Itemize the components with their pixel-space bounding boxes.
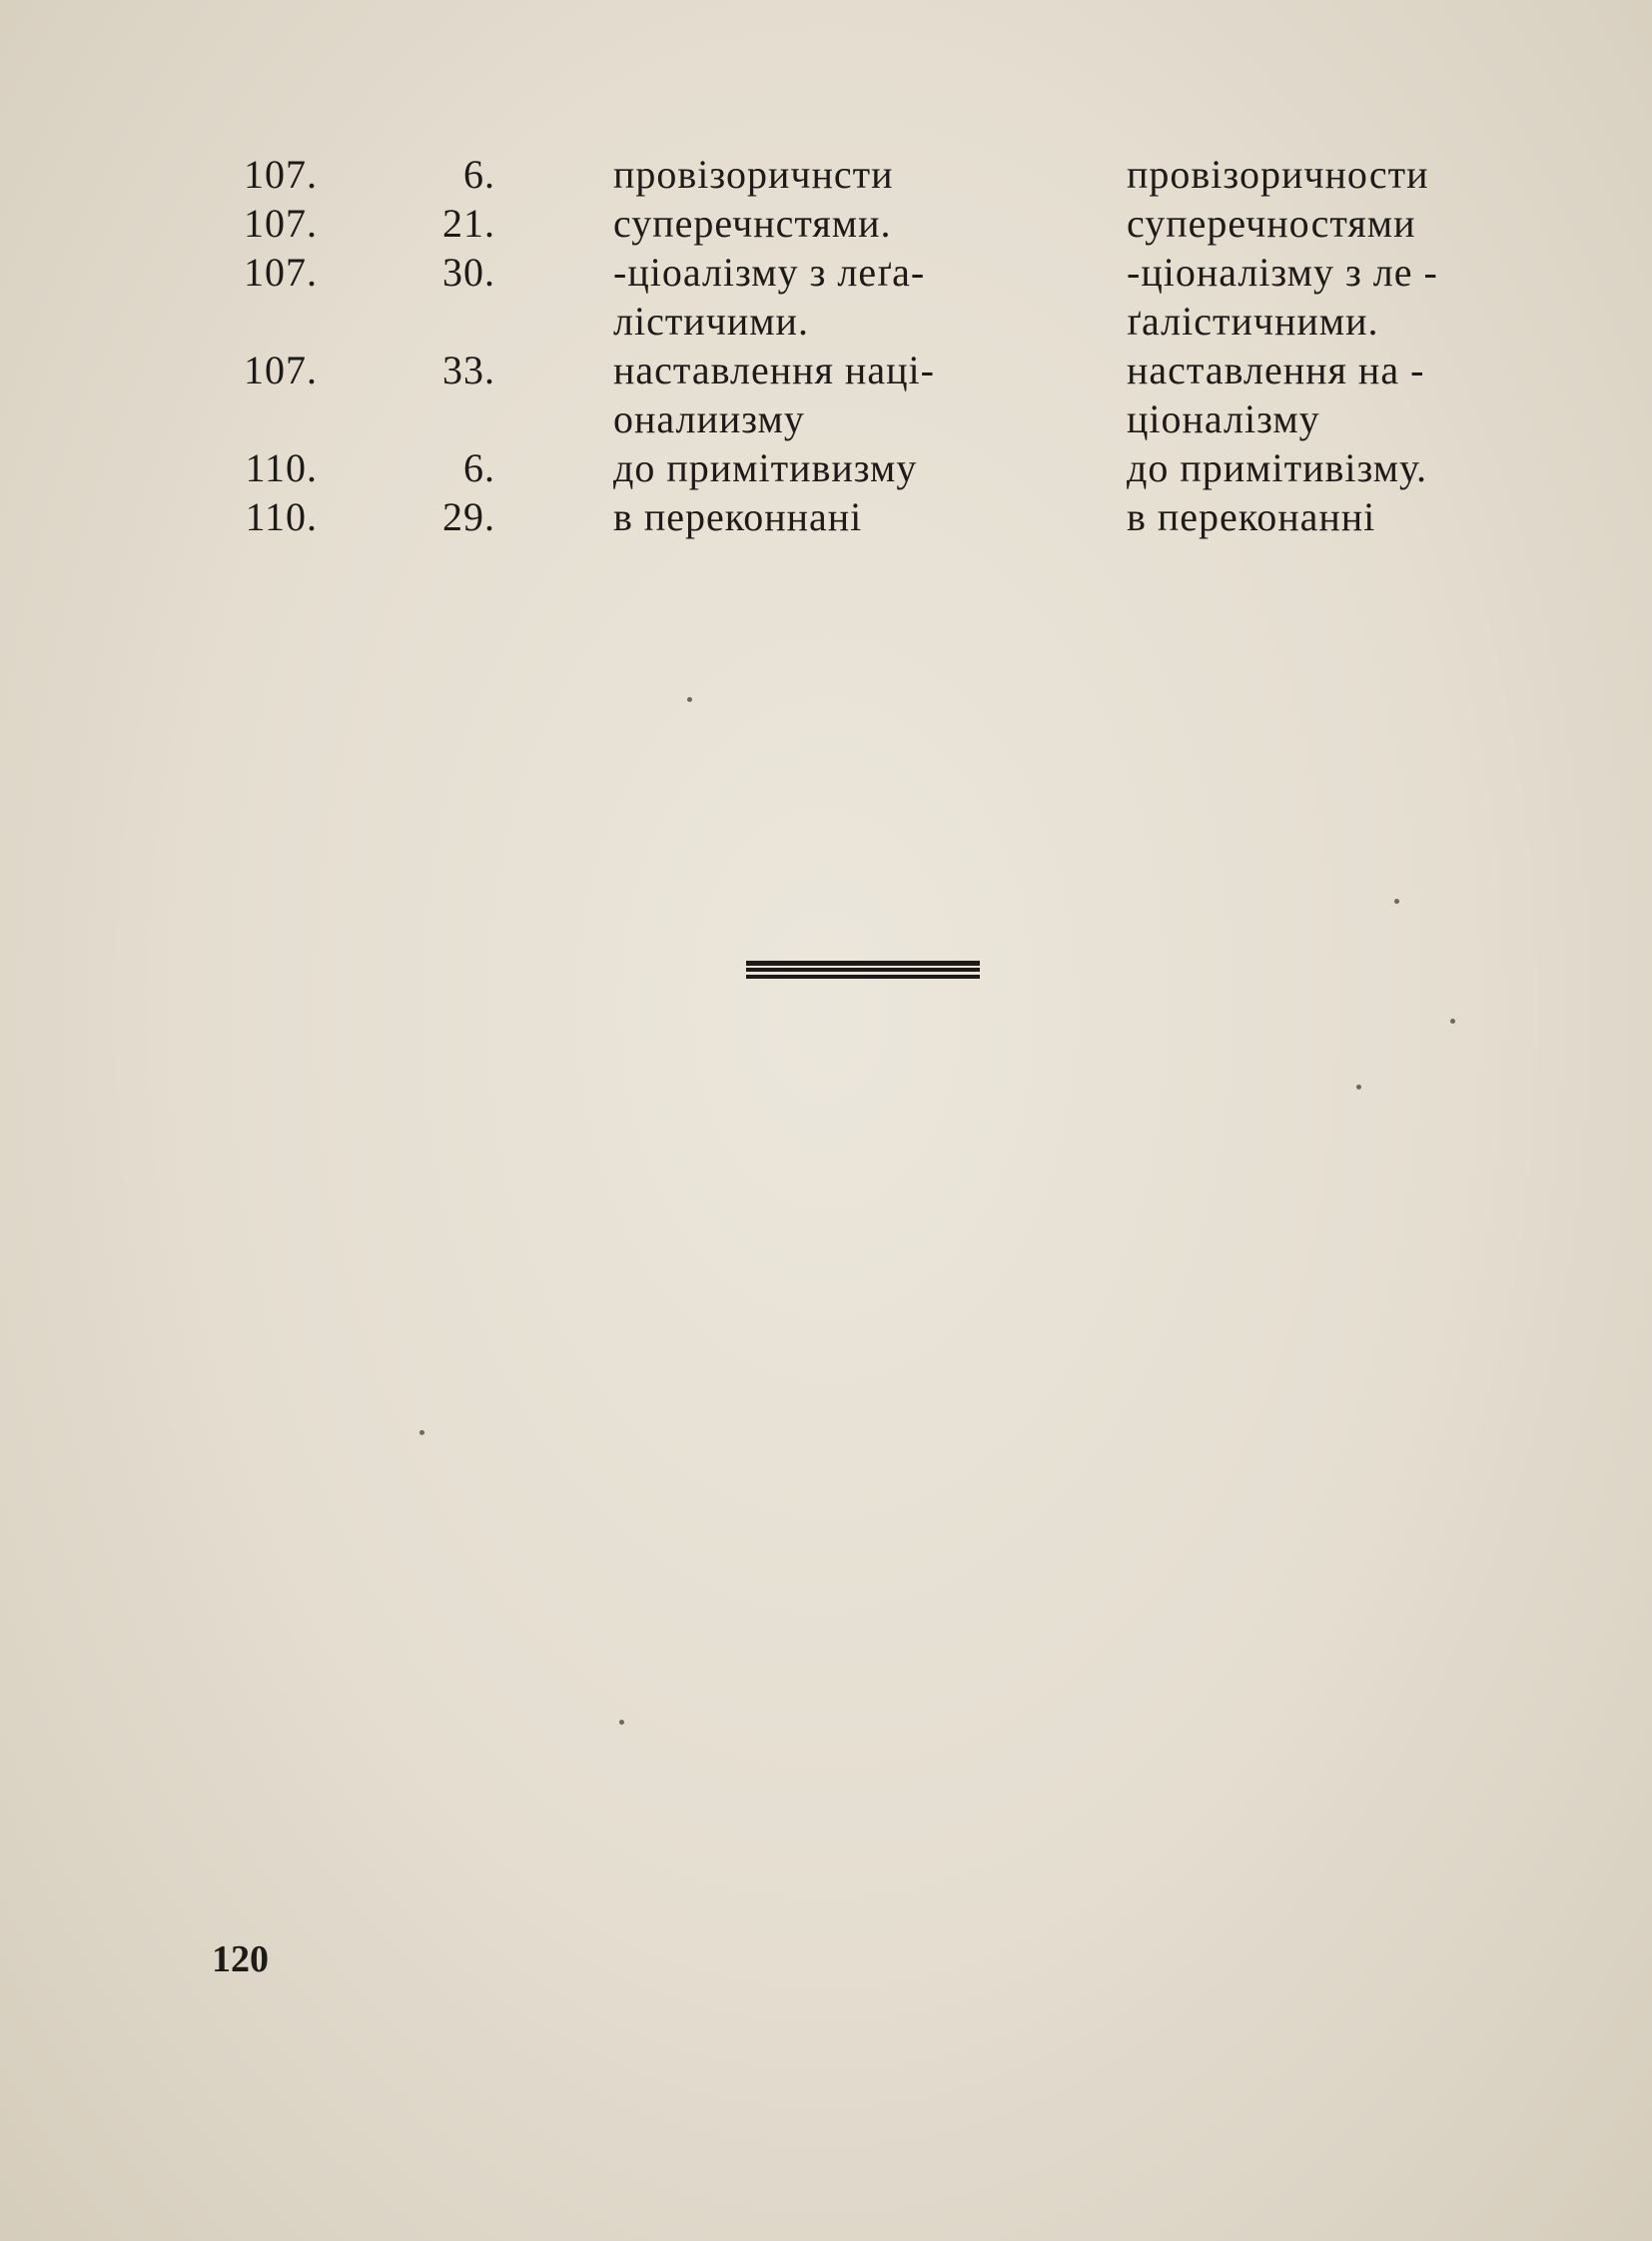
- end-rule-divider: [746, 961, 980, 979]
- printed-text-line: -ціоалізму з леґа-: [613, 250, 926, 295]
- page-ref: 110.: [245, 494, 318, 539]
- printed-text: [613, 199, 1013, 248]
- printed-text-line: наставлення наці-: [613, 348, 935, 392]
- page-ref: 110.: [245, 445, 318, 490]
- corrected-text: [1127, 199, 1546, 248]
- page-ref: 107.: [244, 201, 318, 246]
- paper-speck: [687, 697, 692, 702]
- rule-line: [746, 968, 980, 972]
- line-ref: 6.: [463, 445, 495, 490]
- printed-text: [613, 443, 1013, 492]
- errata-row: [200, 492, 1538, 541]
- line-ref: 21.: [442, 201, 495, 246]
- printed-text-line: оналиизму: [613, 396, 805, 441]
- paper-speck: [1356, 1085, 1361, 1090]
- paper-speck: [619, 1720, 624, 1725]
- line-ref: 33.: [442, 348, 495, 392]
- corrected-text: [1127, 492, 1546, 541]
- paper-speck: [419, 1430, 424, 1435]
- printed-text-line: в переконнані: [613, 494, 863, 539]
- corrected-text-line: -ціоналізму з ле -: [1127, 250, 1438, 295]
- printed-text-line: до примітивизму: [613, 445, 918, 490]
- corrected-text: [1127, 346, 1546, 443]
- corrected-text-line: ґалістичними.: [1127, 299, 1379, 344]
- line-ref: 6.: [463, 152, 495, 197]
- paper-speck: [1450, 1019, 1455, 1024]
- corrected-text: [1127, 150, 1546, 199]
- errata-row: [200, 199, 1538, 248]
- corrected-text-line: суперечностями: [1127, 201, 1416, 246]
- printed-text: [613, 248, 1013, 346]
- page-number: 120: [212, 1938, 269, 1980]
- printed-text: [613, 346, 1013, 443]
- corrected-text-line: в переконанні: [1127, 494, 1376, 539]
- errata-row: [200, 248, 1538, 346]
- corrected-text-line: ціоналізму: [1127, 396, 1320, 441]
- line-ref: 30.: [442, 250, 495, 295]
- corrected-text: [1127, 443, 1546, 492]
- corrected-text-line: провізоричности: [1127, 152, 1429, 197]
- errata-row: [200, 443, 1538, 492]
- paper-speck: [1394, 899, 1399, 904]
- page-ref: 107.: [244, 250, 318, 295]
- rule-line: [746, 975, 980, 979]
- page-ref: 107.: [244, 152, 318, 197]
- line-ref: 29.: [442, 494, 495, 539]
- errata-table: [200, 150, 1538, 541]
- corrected-text-line: наставлення на -: [1127, 348, 1425, 392]
- printed-text: [613, 150, 1013, 199]
- page-ref: 107.: [244, 348, 318, 392]
- printed-text-line: суперечнстями.: [613, 201, 892, 246]
- rule-line: [746, 961, 980, 966]
- errata-row: [200, 150, 1538, 199]
- printed-text-line: лістичими.: [613, 299, 809, 344]
- corrected-text: [1127, 248, 1546, 346]
- errata-row: [200, 346, 1538, 443]
- corrected-text-line: до примітивізму.: [1127, 445, 1428, 490]
- printed-text-line: провізоричнсти: [613, 152, 894, 197]
- printed-text: [613, 492, 1013, 541]
